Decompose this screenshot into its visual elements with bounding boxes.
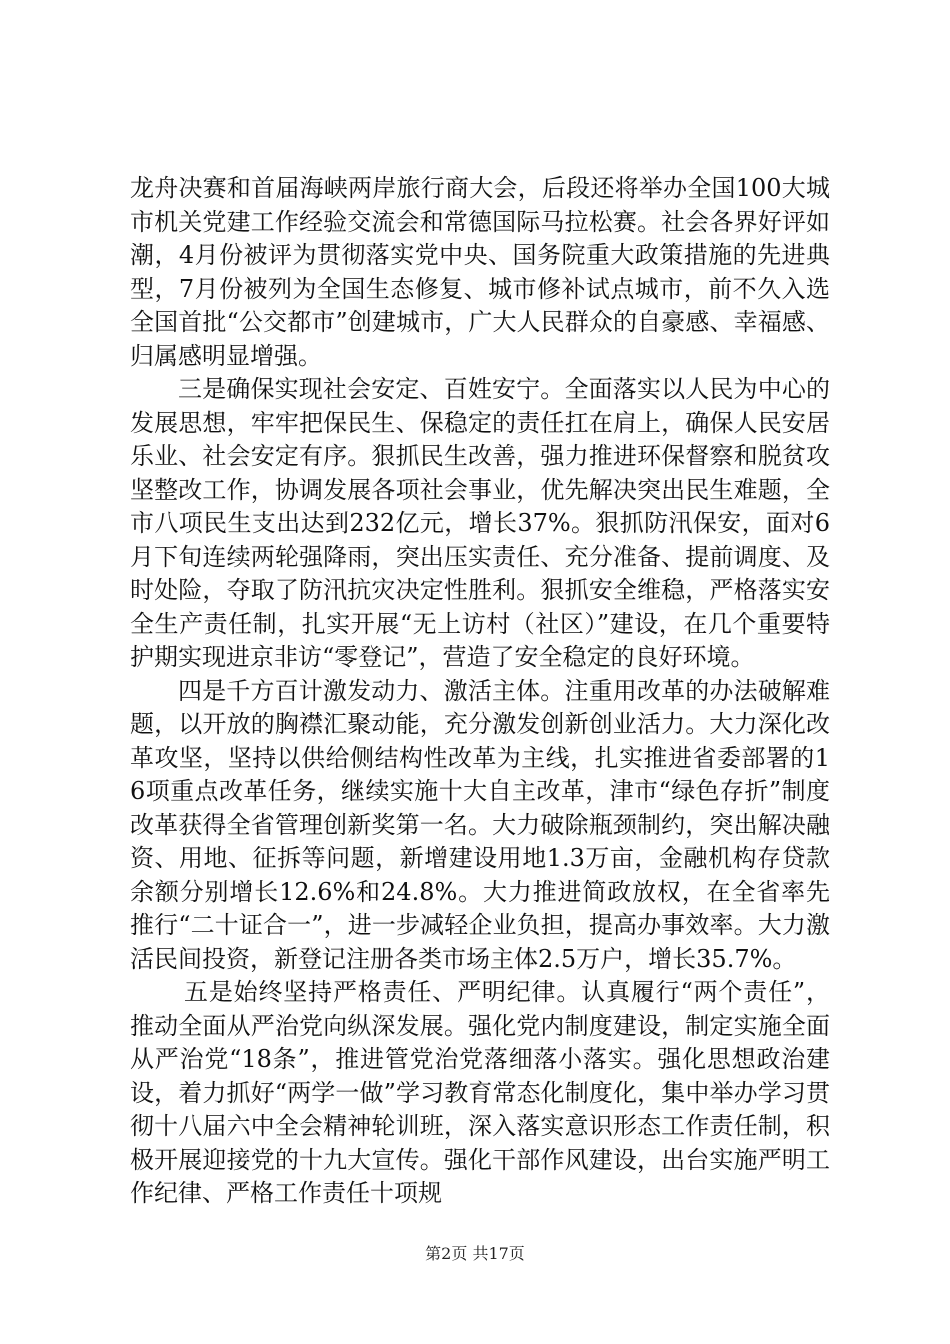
paragraph-item-four: 四是千方百计激发动力、激活主体。注重用改革的办法破解难题，以开放的胸襟汇聚动能，充分激发创新创业活力。大力深化改革攻坚，坚持以供给侧结构性改革为主线，扎实推进省委部署的16项重点改革任务，继续实施十大自主改革，津市“绿色存折”制度改革获得全省管理创新奖第一名。大力破除瓶颈制约，突出解决融资、用地、征拆等问题，新增建设用地1.3万亩，金融机构存贷款余额分别增长12.6%和24.8%。大力推进简政放权，在全省率先推行“二十证合一”，进一步减轻企业负担，提高办事效率。大力激活民间投资，新登记注册各类市场主体2.5万户，增长35.7%。 [130, 676, 830, 973]
paragraph-continued: 龙舟决赛和首届海峡两岸旅行商大会，后段还将举办全国100大城市机关党建工作经验交流会和常德国际马拉松赛。社会各界好评如潮，4月份被评为贯彻落实党中央、国务院重大政策措施的先进典型，7月份被列为全国生态修复、城市修补试点城市，前不久入选全国首批“公交都市”创建城市，广大人民群众的自豪感、幸福感、归属感明显增强。 [130, 174, 830, 370]
paragraph-item-five: 五是始终坚持严格责任、严明纪律。认真履行“两个责任”，推动全面从严治党向纵深发展。强化党内制度建设，制定实施全面从严治党“18条”，推进管党治党落细落小落实。强化思想政治建设，着力抓好“两学一做”学习教育常态化制度化，集中举办学习贯彻十八届六中全会精神轮训班，深入落实意识形态工作责任制，积极开展迎接党的十九大宣传。强化干部作风建设，出台实施严明工作纪律、严格工作责任十项规 [130, 978, 830, 1207]
paragraph-item-three: 三是确保实现社会安定、百姓安宁。全面落实以人民为中心的发展思想，牢牢把保民生、保稳定的责任扛在肩上，确保人民安居乐业、社会安定有序。狠抓民生改善，强力推进环保督察和脱贫攻坚整改工作，协调发展各项社会事业，优先解决突出民生难题，全市八项民生支出达到232亿元，增长37%。狠抓防汛保安，面对6月下旬连续两轮强降雨，突出压实责任、充分准备、提前调度、及时处险，夺取了防汛抗灾决定性胜利。狠抓安全维稳，严格落实安全生产责任制，扎实开展“无上访村（社区）”建设，在几个重要特护期实现进京非访“零登记”，营造了安全稳定的良好环境。 [130, 375, 830, 671]
document-body [130, 172, 830, 1211]
page-number-footer: 第2页 共17页 [425, 1244, 525, 1263]
